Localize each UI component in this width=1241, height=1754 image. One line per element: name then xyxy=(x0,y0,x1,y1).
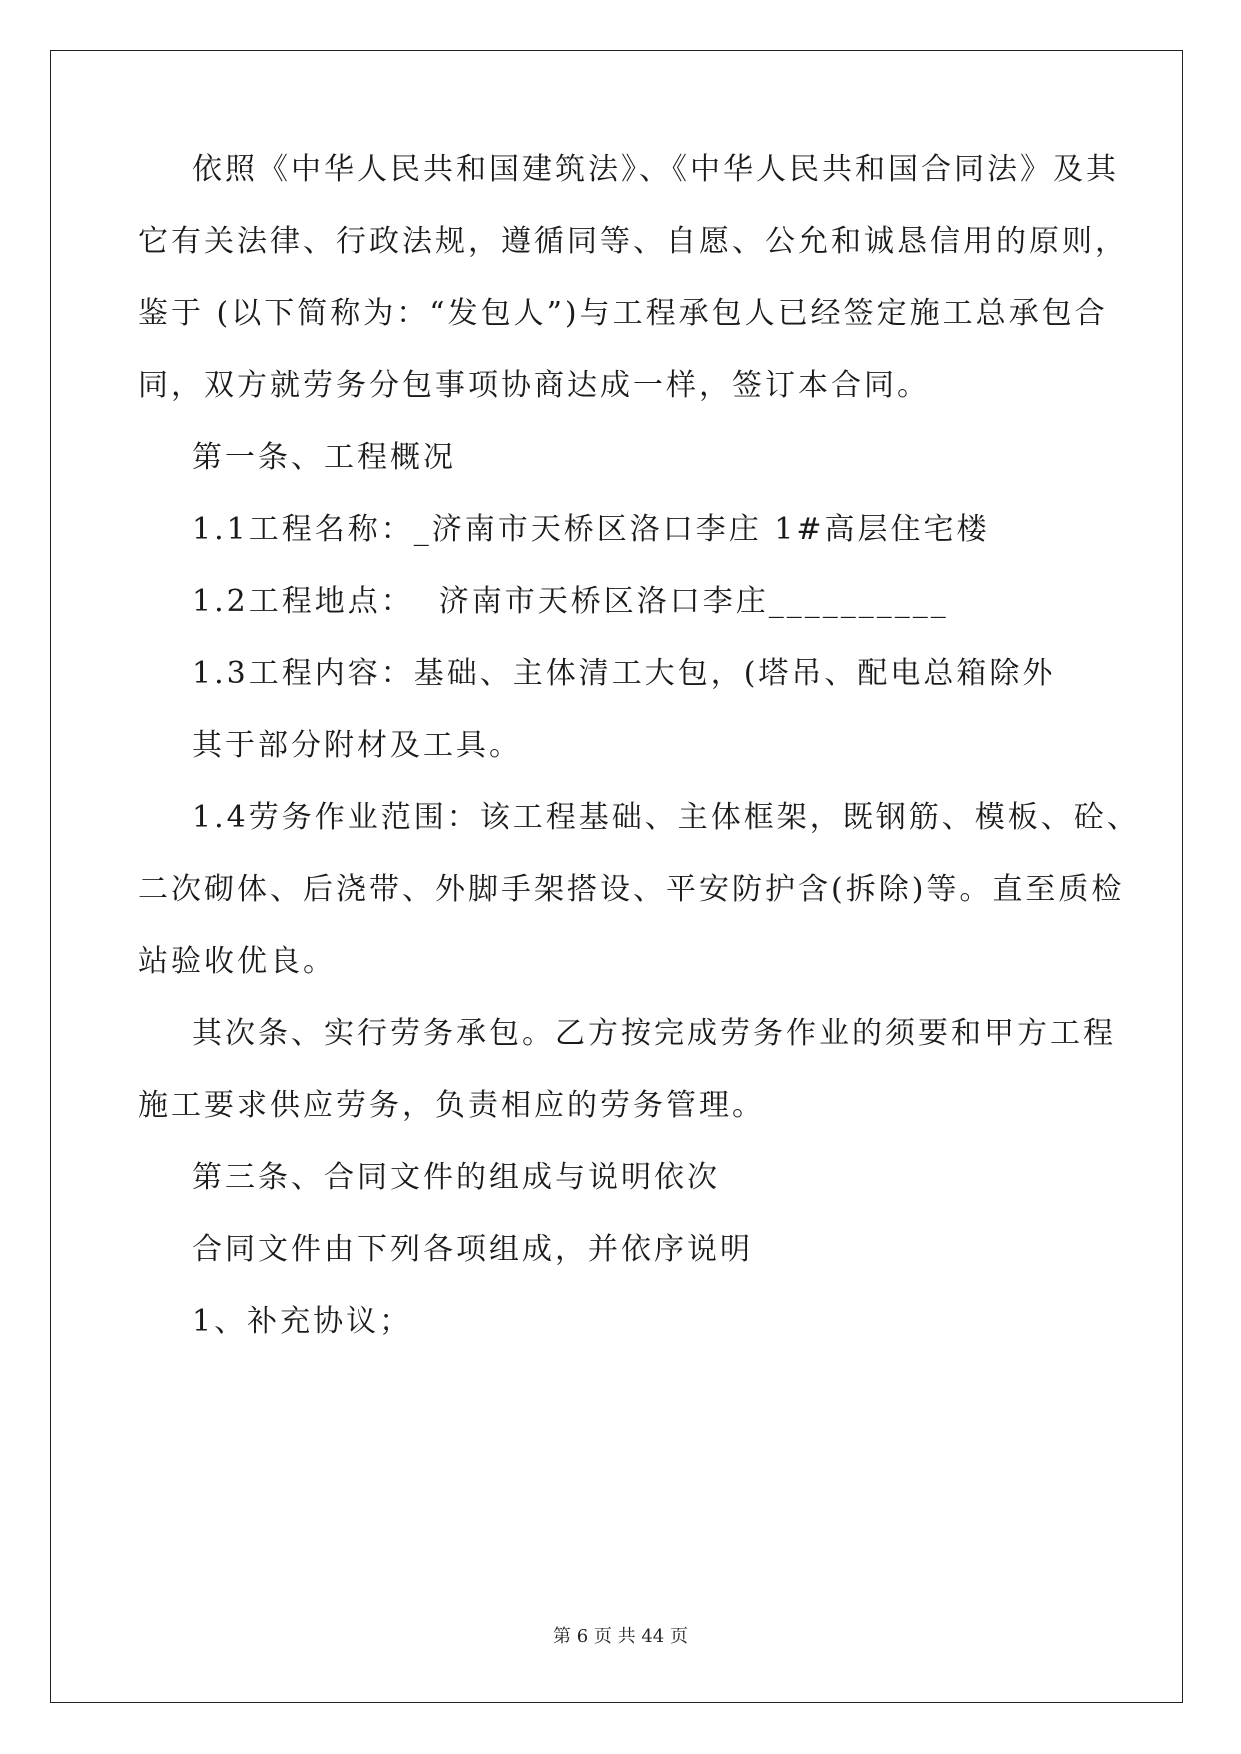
paragraph-line: 依照《中华人民共和国建筑法》、《中华人民共和国合同法》及其 xyxy=(192,152,1119,187)
paragraph-line: 站验收优良。 xyxy=(138,944,336,979)
section-heading: 其次条、实行劳务承包。乙方按完成劳务作业的须要和甲方工程 xyxy=(192,1016,1116,1051)
paragraph-line: 合同文件由下列各项组成，并依序说明 xyxy=(192,1232,753,1267)
page-number: 第 6 页 共 44 页 xyxy=(553,1626,688,1647)
paragraph-line: 施工要求供应劳务，负责相应的劳务管理。 xyxy=(138,1088,765,1123)
section-heading: 第一条、工程概况 xyxy=(192,440,456,475)
paragraph-line: 1.3工程内容：基础、主体清工大包，(塔吊、配电总箱除外 xyxy=(192,656,1056,691)
section-heading: 第三条、合同文件的组成与说明依次 xyxy=(192,1160,720,1195)
paragraph-line: 同，双方就劳务分包事项协商达成一样，签订本合同。 xyxy=(138,368,930,403)
paragraph-line: 其于部分附材及工具。 xyxy=(192,728,522,763)
paragraph-line: 1.4劳务作业范围：该工程基础、主体框架，既钢筋、模板、砼、 xyxy=(192,800,1140,835)
list-item: 1、补充协议； xyxy=(192,1304,413,1339)
paragraph-line: 1.2工程地点： 济南市天桥区洛口李庄__________ xyxy=(192,584,949,619)
paragraph-line: 鉴于 (以下简称为：“发包人”)与工程承包人已经签定施工总承包合 xyxy=(138,296,1108,331)
paragraph-line: 它有关法律、行政法规，遵循同等、自愿、公允和诚恳信用的原则， xyxy=(138,224,1128,259)
paragraph-line: 1.1工程名称：_济南市天桥区洛口李庄 1#高层住宅楼 xyxy=(192,512,990,547)
paragraph-line: 二次砌体、后浇带、外脚手架搭设、平安防护含(拆除)等。直至质检 xyxy=(138,872,1125,907)
